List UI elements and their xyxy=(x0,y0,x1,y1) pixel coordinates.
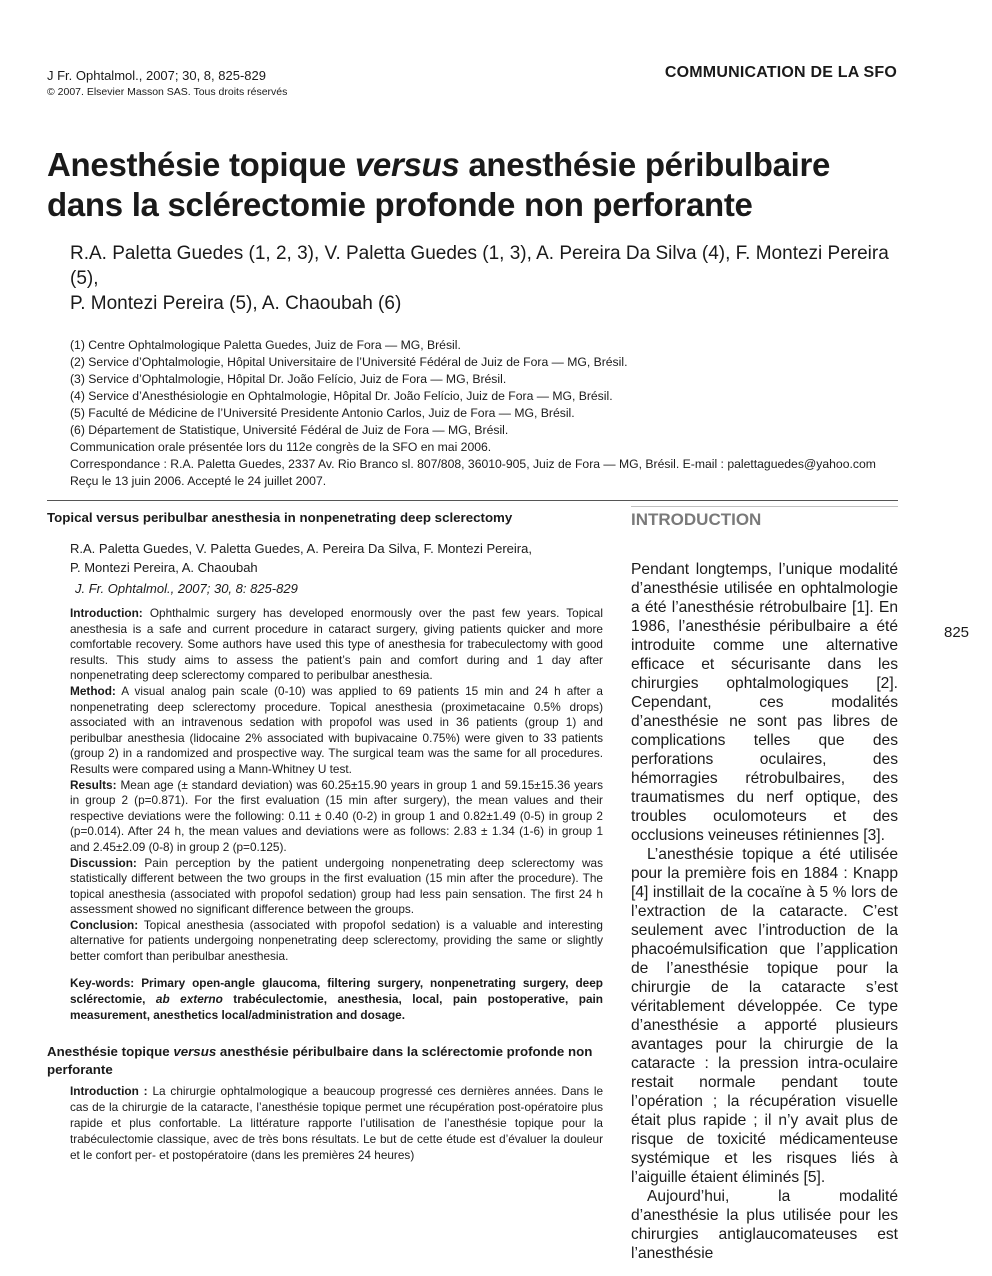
fr-title-b: anesthésie péribulbaire dans la sclérectomie profonde non perforante xyxy=(47,1043,593,1077)
section-label: Introduction: xyxy=(70,606,143,620)
affiliation: (5) Faculté de Médicine de l’Université Presidente Antonio Carlos, Juiz de Fora — MG, Brésil. xyxy=(70,406,575,420)
keywords-italic: ab externo xyxy=(155,991,223,1006)
french-abstract-body xyxy=(70,1083,603,1163)
section-label: Results: xyxy=(70,777,117,792)
introduction-heading: INTRODUCTION xyxy=(631,506,898,536)
authors-line1: R.A. Paletta Guedes (1, 2, 3), V. Paletta Guedes (1, 3), A. Pereira Da Silva (4), F. Montezi Pereira (5), xyxy=(70,243,889,289)
affiliation: (2) Service d’Ophtalmologie, Hôpital Universitaire de l’Université Fédéral de Juiz de Fora — MG, Brésil. xyxy=(70,355,628,369)
affiliations xyxy=(70,337,920,490)
abstract-section xyxy=(70,778,603,856)
correspondence: Correspondance : R.A. Paletta Guedes, 2337 Av. Rio Branco sl. 807/808, 36010-905, Juiz de Fora — MG, Brésil. E-mail : palettaguedes@yahoo.com xyxy=(70,457,876,471)
presentation-note: Communication orale présentée lors du 112e congrès de la SFO en mai 2006. xyxy=(70,440,492,454)
section-text: Mean age (± standard deviation) was 60.25±15.90 years in group 1 and 59.15±15.36 years in group 2 (p=0.871). For the first evaluation (15 min after surgery), the mean values and their respective deviations were the following: 0.11 ± 0.40 (0-2) in group 1 and 0.82±1.49 (0-5) in group 2 (p=0.014). After 24 h, the mean values and deviations were as follows: 2.83 ± 1.34 (1-6) in group 1 and 2.45±2.09 (0-8) in group 2 (p=0.125). xyxy=(70,777,603,854)
authors-line2: P. Montezi Pereira (5), A. Chaoubah (6) xyxy=(70,293,402,314)
keywords-text-b: trabéculectomie, anesthesia, local, pain postoperative, pain measurement, anesthetics local/administration and dosage. xyxy=(70,991,603,1022)
affiliation: (6) Département de Statistique, Université Fédéral de Juiz de Fora — MG, Brésil. xyxy=(70,423,509,437)
paragraph: L’anesthésie topique a été utilisée pour la première fois en 1884 : Knapp [4] instillait de la cocaïne à 5 % lors de l’extraction de la cataracte. C’est seulement avec l’introduction de la phacoémulsification que l’application de l’anesthésie topique pour la chirurgie de la cataracte s’est véritablement développée. Ce type d’anesthésie a apporté plusieurs avantages pour la chirurgie de la cataracte : la pression intra-oculaire restait normale pendant toute l’opération ; la récupération visuelle était plus rapide ; il n’y avait plus de risque de toxicité médicamenteuse systémique et les risques liés à l’aiguille étaient éliminés [5]. xyxy=(631,846,898,1186)
abstract-authors-line2: P. Montezi Pereira, A. Chaoubah xyxy=(70,560,258,575)
paragraph: Pendant longtemps, l’unique modalité d’anesthésie utilisée en ophtalmologie a été l’anesthésie rétrobulbaire [1]. En 1986, l’anesthésie péribulbaire a été introduite comme une alternative efficace et sécurisante dans les chirurgies ophtalmologiques [2]. Cependant, ces modalités d’anesthésie ne sont pas libres de complications telles que des perforations oculaires, des hémorragies rétrobulbaires, des traumatismes du nerf optique, des troubles oculomoteurs et des occlusions veineuses rétiniennes [3]. xyxy=(631,561,898,844)
abstract-column xyxy=(47,507,603,1163)
section-text: La chirurgie ophtalmologique a beaucoup progressé ces dernières années. Dans le cas de la chirurgie de la cataracte, l’anesthésie topique permet une récupération post-opératoire plus rapide et plus confortable. La littérature rapporte l’utilisation de l’anesthésie topique pour la trabéculectomie classique, avec de très bons résultats. Le but de cette étude est d’évaluer la douleur et le confort per- et postopératoire (dans les premières 24 heures) xyxy=(70,1083,603,1162)
french-abstract-title xyxy=(47,1043,603,1079)
title-part1: Anesthésie topique xyxy=(47,146,355,183)
divider xyxy=(47,500,898,501)
section-label: Discussion: xyxy=(70,855,137,870)
introduction-body xyxy=(631,560,898,1263)
section-text: Pain perception by the patient undergoing nonpenetrating deep sclerectomy was statistically different between the two groups in the first evaluation (15 min after the procedure). The topical anesthesia (associated with propofol sedation) group had less pain sensation. The first 24 h assessment showed no significant difference between the groups. xyxy=(70,855,603,917)
section-text: Topical anesthesia (associated with propofol sedation) is a valuable and interesting alternative for patients undergoing nonpenetrating deep sclerectomy, providing the same or slightly better comfort than peribulbar anesthesia. xyxy=(70,917,603,964)
article-title xyxy=(47,145,927,225)
affiliation: (1) Centre Ophtalmologique Paletta Guedes, Juiz de Fora — MG, Brésil. xyxy=(70,338,461,352)
abstract-citation: J. Fr. Ophtalmol., 2007; 30, 8: 825-829 xyxy=(75,581,298,596)
fr-title-italic: versus xyxy=(173,1043,217,1059)
keywords-label: Key-words: xyxy=(70,975,135,990)
affiliation: (3) Service d’Ophtalmologie, Hôpital Dr. João Felício, Juiz de Fora — MG, Brésil. xyxy=(70,372,507,386)
author-list xyxy=(70,241,920,316)
title-part2: anesthésie péribulbaire xyxy=(459,146,831,183)
section-label: COMMUNICATION DE LA SFO xyxy=(664,64,897,81)
keywords-text-a: Primary open-angle glaucoma, filtering surgery, nonpenetrating surgery, deep sclérectomie, xyxy=(70,975,603,1006)
section-text: Ophthalmic surgery has developed enormously over the past few years. Topical anesthesia is a safe and current procedure in cataract surgery, giving patients quicker and more comfortable recovery. Some authors have used this type of anesthesia for trabeculectomy with good results. This study aims to assess the patient’s pain and comfort during and 1 day after nonpenetrating deep sclerectomy compared to peribulbar anesthesia. xyxy=(70,606,603,683)
paragraph: Aujourd’hui, la modalité d’anesthésie la plus utilisée pour les chirurgies antiglaucomateuses est l’anesthésie xyxy=(631,1188,898,1262)
abstract-authors xyxy=(70,539,603,577)
section-text: A visual analog pain scale (0-10) was applied to 69 patients 15 min and 24 h after a nonpenetrating deep sclerectomy procedure. Topical anesthesia (proximetacaine 0.5% drops) associated with an intravenous sedation with propofol was used in 36 patients (group 1) and peribulbar anesthesia (lidocaine 2% associated with bupivacaine 0.75%) were given to 33 patients (group 2) in a randomized and prospective way. The surgical team was the same for all procedures. Results were compared using a Mann-Whitney U test. xyxy=(70,683,603,776)
english-abstract-title: Topical versus peribulbar anesthesia in nonpenetrating deep sclerectomy xyxy=(47,510,513,525)
abstract-authors-line1: R.A. Paletta Guedes, V. Paletta Guedes, A. Pereira Da Silva, F. Montezi Pereira, xyxy=(70,541,532,556)
page-number: 825 xyxy=(944,624,970,641)
abstract-section xyxy=(70,856,603,918)
journal-reference: J Fr. Ophtalmol., 2007; 30, 8, 825-829 xyxy=(47,68,266,83)
section-label: Method: xyxy=(70,683,116,698)
abstract-section xyxy=(70,684,603,778)
section-label: Conclusion: xyxy=(70,917,139,932)
title-line2: dans la sclérectomie profonde non perforante xyxy=(47,186,753,223)
received-date: Reçu le 13 juin 2006. Accepté le 24 juillet 2007. xyxy=(70,474,327,488)
introduction-column xyxy=(631,506,898,1263)
fr-title-a: Anesthésie topique xyxy=(47,1043,174,1059)
affiliation: (4) Service d’Anesthésiologie en Ophtalmologie, Hôpital Dr. João Felício, Juiz de Fora — MG, Brésil. xyxy=(70,389,613,403)
english-abstract-body xyxy=(70,606,603,965)
abstract-section xyxy=(70,606,603,684)
abstract-section xyxy=(70,918,603,965)
section-label: Introduction : xyxy=(70,1083,148,1098)
title-italic: versus xyxy=(354,146,460,183)
copyright-notice: © 2007. Elsevier Masson SAS. Tous droits réservés xyxy=(47,86,288,98)
keywords xyxy=(70,975,603,1023)
